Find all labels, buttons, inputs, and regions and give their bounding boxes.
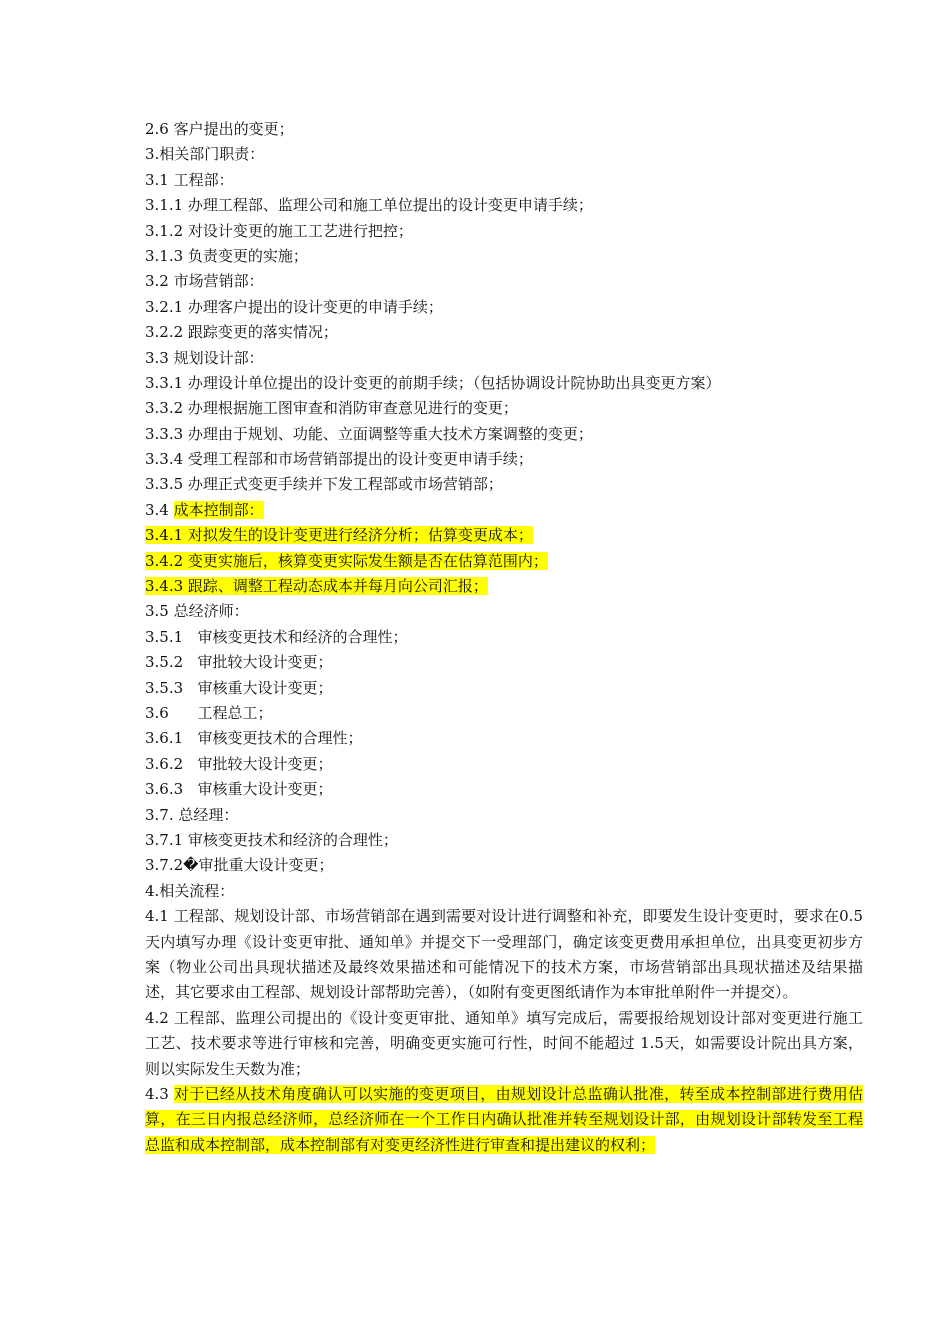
highlighted-text: 3.4.1 对拟发生的设计变更进行经济分析；估算变更成本； bbox=[145, 526, 533, 545]
text-line: 3.1.2 对设计变更的施工工艺进行把控； bbox=[145, 221, 413, 240]
text-line: 3.7.1 审核变更技术和经济的合理性； bbox=[145, 830, 398, 849]
text-line: 3.6.2 审批较大设计变更； bbox=[145, 754, 333, 773]
text-line: 3.2.2 跟踪变更的落实情况； bbox=[145, 323, 338, 342]
text-line: 3.6.3 审核重大设计变更； bbox=[145, 780, 333, 799]
highlighted-paragraph bbox=[145, 1082, 863, 1158]
highlighted-text: 3.4.2 变更实施后，核算变更实际发生额是否在估算范围内； bbox=[145, 551, 548, 570]
section-heading: 3.相关部门职责： bbox=[145, 145, 265, 164]
text-line: 3.5.1 审核变更技术和经济的合理性； bbox=[145, 627, 408, 646]
text-line: 3.1.3 负责变更的实施； bbox=[145, 246, 308, 265]
text-line: 3.2 市场营销部： bbox=[145, 272, 264, 291]
document-body bbox=[145, 117, 863, 1158]
text-line: 3.1.1 办理工程部、监理公司和施工单位提出的设计变更申请手续； bbox=[145, 196, 593, 215]
highlighted-line bbox=[145, 523, 863, 548]
text-line: 3.6.1 审核变更技术的合理性； bbox=[145, 729, 363, 748]
section-heading: 4.相关流程： bbox=[145, 881, 235, 900]
text-line: 3.3.3 办理由于规划、功能、立面调整等重大技术方案调整的变更； bbox=[145, 424, 593, 443]
highlighted-text: 对于已经从技术角度确认可以实施的变更项目，由规划设计总监确认批准，转至成本控制部进行费用估算，在三日内报总经济师，总经济师在一个工作日内确认批准并转至规划设计部，由规划设计部转发至工程总监和成本控制部，成本控制部有对变更经济性进行审查和提出建议的权利； bbox=[145, 1084, 863, 1154]
text-line: 3.3.4 受理工程部和市场营销部提出的设计变更申请手续； bbox=[145, 450, 533, 469]
text-line: 3.6 工程总工； bbox=[145, 703, 273, 722]
text-line: 3.5.2 审批较大设计变更； bbox=[145, 653, 333, 672]
paragraph: 4.2 工程部、监理公司提出的《设计变更审批、通知单》填写完成后，需要报给规划设计部对变更进行施工工艺、技术要求等进行审核和完善，明确变更实施可行性，时间不能超过 1.5天，如需要设计院出具方案，则以实际发生天数为准； bbox=[145, 1008, 863, 1078]
text-line: 3.3 规划设计部： bbox=[145, 348, 264, 367]
text-line: 3.3.1 办理设计单位提出的设计变更的前期手续；（包括协调设计院协助出具变更方案） bbox=[145, 373, 721, 392]
text-line: 3.5.3 审核重大设计变更； bbox=[145, 678, 333, 697]
highlighted-text: 3.4.3 跟踪、调整工程动态成本并每月向公司汇报； bbox=[145, 577, 488, 596]
text-line: 3.2.1 办理客户提出的设计变更的申请手续； bbox=[145, 297, 443, 316]
text-line: 3.7.2�审批重大设计变更； bbox=[145, 856, 334, 875]
text-line: 3.1 工程部： bbox=[145, 170, 234, 189]
paragraph: 4.1 工程部、规划设计部、市场营销部在遇到需要对设计进行调整和补充，即要发生设计变更时，要求在0.5天内填写办理《设计变更审批、通知单》并提交下一受理部门，确定该变更费用承担单位，出具变更初步方案（物业公司出具现状描述及最终效果描述和可能情况下的技术方案，市场营销部出具现状描述及结果描述，其它要求由工程部、规划设计部帮助完善），（如附有变更图纸请作为本审批单附件一并提交）。 bbox=[145, 907, 863, 1002]
highlighted-text: 成本控制部： bbox=[173, 500, 264, 519]
text-line: 3.7. 总经理： bbox=[145, 805, 239, 824]
text-number: 3.4 bbox=[145, 500, 174, 519]
text-line: 3.3.2 办理根据施工图审查和消防审查意见进行的变更； bbox=[145, 399, 518, 418]
highlighted-line bbox=[145, 549, 863, 574]
text-line bbox=[145, 498, 863, 523]
text-number: 4.3 bbox=[145, 1084, 174, 1103]
highlighted-line bbox=[145, 574, 863, 599]
text-line: 3.3.5 办理正式变更手续并下发工程部或市场营销部； bbox=[145, 475, 503, 494]
text-line: 2.6 客户提出的变更； bbox=[145, 120, 294, 138]
text-line: 3.5 总经济师： bbox=[145, 602, 249, 621]
